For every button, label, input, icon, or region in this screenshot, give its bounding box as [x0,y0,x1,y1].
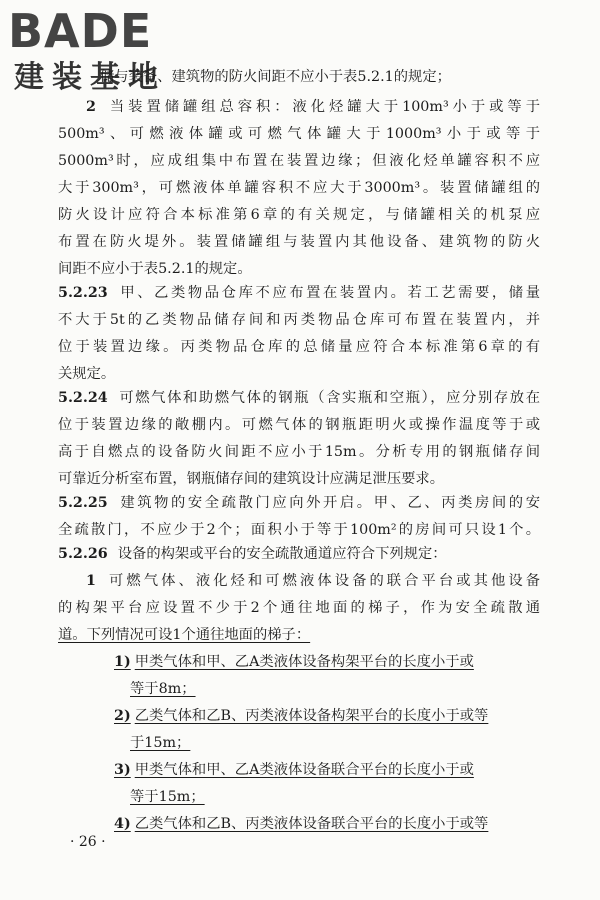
text-line: 的构架平台应设置不少于2个通往地面的梯子，作为安全疏散通 [58,600,540,616]
list-item-cont: 于15m； [130,735,191,751]
text-line: 2 当装置储罐组总容积：液化烃罐大于100m³小于或等于 [86,99,540,115]
clause-5-2-23: 5.2.23 甲、乙类物品仓库不应布置在装置内。若工艺需要，储量 [58,285,540,301]
list-item-cont: 等于8m； [130,681,196,697]
page-number: · 26 · [70,834,106,850]
text-line: 储与装备、建筑物的防火间距不应小于表5.2.1的规定； [100,69,451,85]
text-line: 不大于5t的乙类物品储存间和丙类物品仓库可布置在装置内，并 [58,312,540,328]
text-line: 位于装置边缘。丙类物品仓库的总储量应符合本标准第6章的有 [58,339,540,355]
text-line: 可靠近分析室布置，钢瓶储存间的建筑设计应满足泄压要求。 [58,471,445,487]
text-line: 间距不应小于表5.2.1的规定。 [58,261,252,277]
text-line: 位于装置边缘的敞棚内。可燃气体的钢瓶距明火或操作温度等于或 [58,417,540,433]
list-item: 4) 乙类气体和乙B、丙类液体设备联合平台的长度小于或等 [114,816,489,832]
text-line: 5000m³时，应成组集中布置在装置边缘；但液化烃单罐容积不应 [58,153,540,169]
clause-5-2-26: 5.2.26 设备的构架或平台的安全疏散通道应符合下列规定： [58,546,447,562]
logo-subtitle: 建装基地 [14,60,166,95]
text-line: 关规定。 [58,366,116,382]
text-line: 500m³、可燃液体罐或可燃气体罐大于1000m³小于或等于 [58,126,540,142]
list-item: 2) 乙类气体和乙B、丙类液体设备构架平台的长度小于或等 [114,708,489,724]
text-line: 道。下列情况可设1个通往地面的梯子： [58,627,311,643]
text-line: 大于300m³，可燃液体单罐容积不应大于3000m³。装置储罐组的 [58,180,540,196]
list-item-cont: 等于15m； [130,789,205,805]
list-item: 3) 甲类气体和甲、乙A类液体设备联合平台的长度小于或 [114,762,474,778]
list-item: 1) 甲类气体和甲、乙A类液体设备构架平台的长度小于或 [114,654,474,670]
text-line: 防火设计应符合本标准第6章的有关规定，与储罐相关的机泵应 [58,207,540,223]
text-line: 高于自燃点的设备防火间距不应小于15m。分析专用的钢瓶储存间 [58,444,540,460]
logo-mark: BADE [8,4,153,58]
clause-5-2-24: 5.2.24 可燃气体和助燃气体的钢瓶（含实瓶和空瓶），应分别存放在 [58,390,540,406]
clause-5-2-25: 5.2.25 建筑物的安全疏散门应向外开启。甲、乙、丙类房间的安 [58,495,540,511]
text-line: 布置在防火堤外。装置储罐组与装置内其他设备、建筑物的防火 [58,234,540,250]
text-line: 全疏散门，不应少于2个；面积小于等于100m²的房间可只设1个。 [58,522,540,538]
text-line: 1 可燃气体、液化烃和可燃液体设备的联合平台或其他设备 [86,573,540,589]
